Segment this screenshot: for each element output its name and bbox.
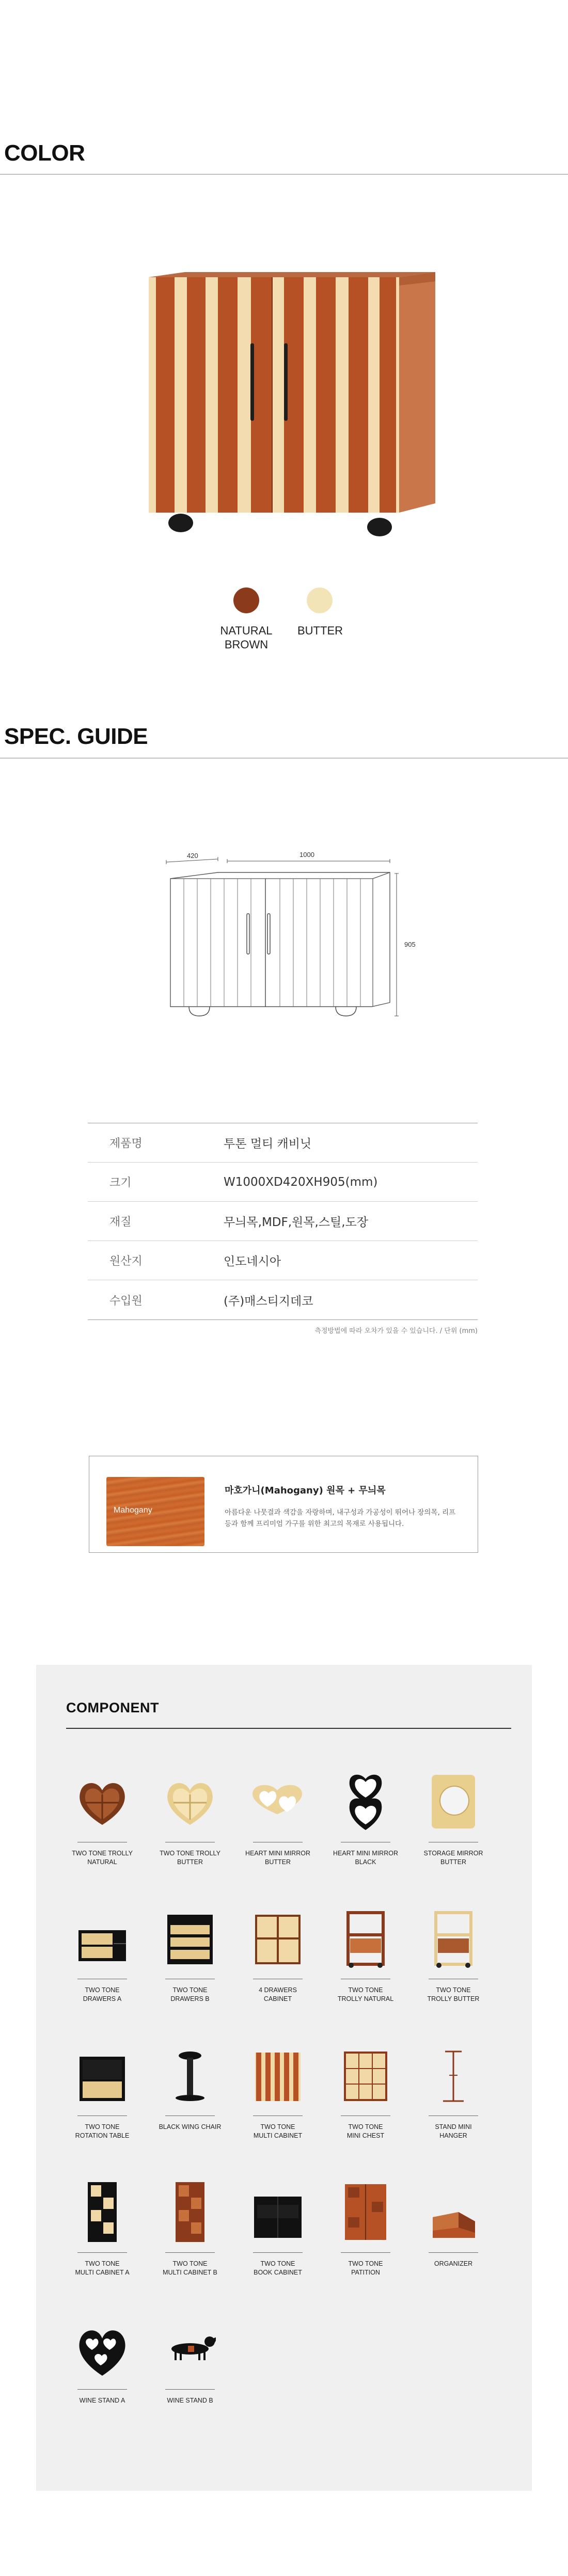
- storage-mirror-icon: [428, 1771, 479, 1833]
- item-divider: [429, 2252, 478, 2253]
- spec-row: [88, 1241, 478, 1280]
- swatch-label-butter: [279, 624, 361, 638]
- item-label: TWO TONE TROLLY BUTTER: [160, 1850, 220, 1866]
- item-label: TWO TONE MULTI CABINET B: [163, 2260, 217, 2276]
- cabinet-line-drawing: [160, 852, 418, 1022]
- spec-note: 측정방법에 따라 오차가 있을 수 있습니다. / 단위 (mm): [314, 1327, 478, 1335]
- item-divider: [77, 2252, 127, 2253]
- item-label: STAND MINI HANGER: [435, 2123, 472, 2139]
- spec-value: (주)매스티지데코: [224, 1294, 313, 1308]
- item-divider: [253, 2252, 303, 2253]
- item-label: TWO TONE TROLLY NATURAL: [72, 1850, 133, 1866]
- item-label: HEART MINI MIRROR BUTTER: [245, 1850, 310, 1866]
- cabinet-product-image: [145, 271, 444, 539]
- spec-value: 무늬목,MDF,원목,스틸,도장: [224, 1216, 368, 1229]
- item-divider: [77, 2389, 127, 2390]
- hanger-icon: [428, 2044, 479, 2106]
- material-title: 마호가니(Mahogany) 원목 + 무늬목: [225, 1485, 386, 1496]
- book-cabinet-icon: [252, 2181, 304, 2243]
- item-label: STORAGE MIRROR BUTTER: [423, 1850, 483, 1866]
- spec-value: W1000XD420XH905(mm): [224, 1175, 378, 1189]
- spec-value: 인도네시아: [224, 1255, 281, 1268]
- spec-key: 크기: [109, 1176, 132, 1189]
- item-label: TWO TONE TROLLY BUTTER: [427, 1986, 480, 2002]
- spec-key: 재질: [109, 1216, 132, 1229]
- spec-row: [88, 1123, 478, 1163]
- item-label: TWO TONE BOOK CABINET: [254, 2260, 302, 2276]
- rotation-table-icon: [76, 2044, 128, 2106]
- wood-tile-label: Mahogany: [114, 1506, 152, 1515]
- material-description: 아름다운 나뭇결과 색감을 자랑하며, 내구성과 가공성이 뛰어나 장의목, 리프 등과 함께 프리미엄 가구를 위한 최고의 목재로 사용됩니다.: [225, 1508, 456, 1528]
- item-divider: [341, 2252, 390, 2253]
- item-label: TWO TONE MINI CHEST: [346, 2123, 385, 2139]
- component-divider: [66, 1728, 511, 1729]
- wine-stand-b-icon: [164, 2318, 216, 2380]
- item-label: ORGANIZER: [434, 2260, 473, 2267]
- component-title: COMPONENT: [66, 1700, 159, 1715]
- item-label: TWO TONE DRAWERS A: [83, 1986, 122, 2002]
- swatch-label-line1: NATURAL: [220, 624, 273, 637]
- spec-row: [88, 1202, 478, 1241]
- spec-key: 제품명: [109, 1137, 143, 1150]
- swatch-label-line2: BROWN: [224, 638, 269, 651]
- color-section-title: COLOR: [4, 140, 85, 166]
- wine-stand-a-icon: [76, 2318, 128, 2380]
- heart-shelf-icon: [76, 1771, 128, 1833]
- dimension-height: 905: [404, 941, 416, 948]
- partition-icon: [340, 2181, 391, 2243]
- multi-cabinet-a-icon: [76, 2181, 128, 2243]
- spec-value: 투톤 멀티 캐비닛: [224, 1137, 312, 1151]
- multi-cabinet-b-icon: [164, 2181, 216, 2243]
- swatch-label-natural-brown: [205, 624, 288, 651]
- item-label: HEART MINI MIRROR BLACK: [333, 1850, 398, 1866]
- item-label: WINE STAND B: [167, 2397, 213, 2404]
- item-label: TWO TONE ROTATION TABLE: [75, 2123, 130, 2139]
- item-label: TWO TONE MULTI CABINET A: [75, 2260, 130, 2276]
- swatch-natural-brown[interactable]: [233, 587, 259, 613]
- component-panel: [36, 1665, 532, 2491]
- spec-section-title: SPEC. GUIDE: [4, 724, 148, 749]
- heart-mirror-black-icon: [340, 1771, 391, 1833]
- mahogany-wood-swatch: [106, 1477, 204, 1546]
- spec-table: [88, 1123, 478, 1320]
- organizer-icon: [428, 2181, 479, 2243]
- material-box: [89, 1456, 478, 1553]
- dimension-depth: 420: [187, 852, 198, 860]
- dimension-width: 1000: [299, 852, 314, 858]
- item-label: TWO TONE MULTI CABINET: [253, 2123, 303, 2139]
- heart-shelf-butter-icon: [164, 1771, 216, 1833]
- spec-key: 수입원: [109, 1294, 143, 1308]
- spec-key: 원산지: [109, 1255, 143, 1268]
- item-label: TWO TONE PATITION: [348, 2260, 383, 2276]
- spec-row: [88, 1280, 478, 1319]
- item-label: 4 DRAWERS CABINET: [259, 1986, 297, 2002]
- heart-mirror-icon: [252, 1771, 304, 1833]
- item-label: TWO TONE DRAWERS B: [170, 1986, 210, 2002]
- trolly-natural-icon: [340, 1907, 391, 1969]
- four-drawers-icon: [252, 1907, 304, 1969]
- drawers-a-icon: [76, 1907, 128, 1969]
- spec-row: [88, 1163, 478, 1202]
- item-label: BLACK WING CHAIR: [159, 2123, 222, 2130]
- swatch-label-line1: BUTTER: [297, 624, 343, 637]
- drawers-b-icon: [164, 1907, 216, 1969]
- mini-chest-icon: [340, 2044, 391, 2106]
- item-divider: [165, 2252, 215, 2253]
- item-divider: [165, 2389, 215, 2390]
- multi-cabinet-icon: [252, 2044, 304, 2106]
- item-label: TWO TONE TROLLY NATURAL: [337, 1986, 394, 2002]
- swatch-butter[interactable]: [307, 587, 333, 613]
- wing-chair-icon: [164, 2044, 216, 2106]
- item-label: WINE STAND A: [79, 2397, 125, 2404]
- trolly-butter-icon: [428, 1907, 479, 1969]
